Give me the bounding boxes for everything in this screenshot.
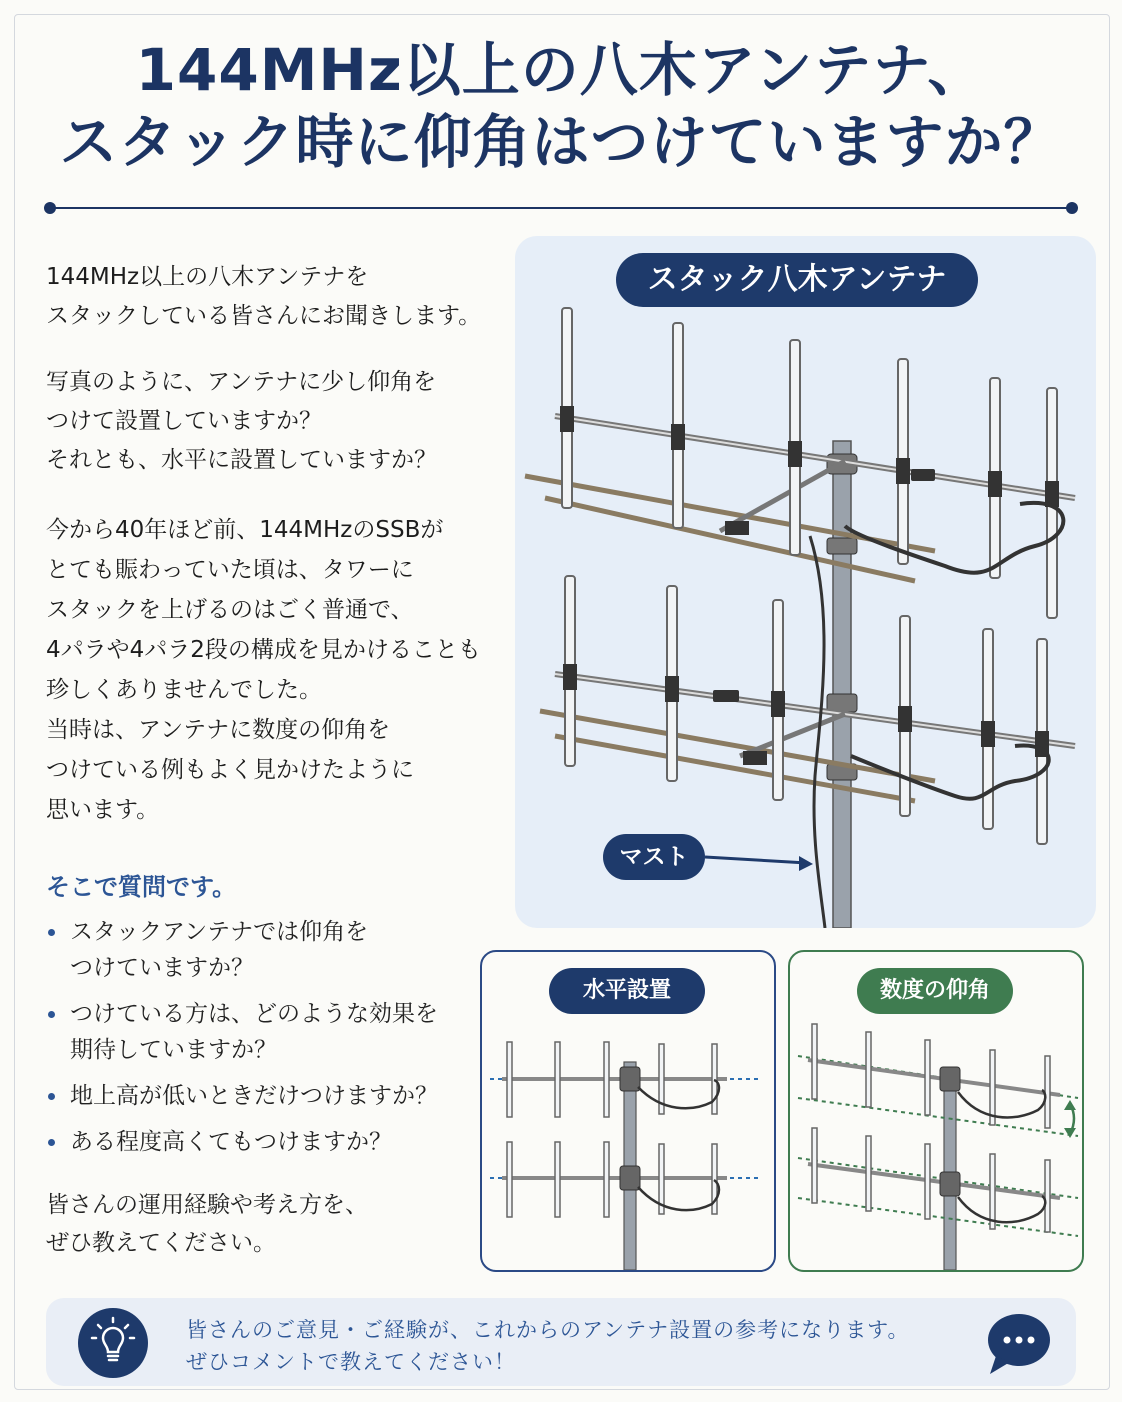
intro-p3-line: とても賑わっていた頃は、タワーに	[46, 557, 414, 583]
question-line: ある程度高くてもつけますか？	[70, 1129, 392, 1155]
question-heading: そこで質問です。	[46, 873, 237, 901]
lightbulb-icon	[78, 1308, 148, 1378]
stack-yagi-illustration	[515, 236, 1096, 928]
intro-p2-line: それとも、水平に設置していますか？	[46, 447, 437, 473]
title-line-2: スタック時に仰角はつけていますか？	[59, 108, 1063, 176]
intro-p3-line: 珍しくありませんでした。	[46, 677, 322, 703]
question-line: 地上高が低いときだけつけますか？	[70, 1083, 438, 1109]
intro-p3-line: つけている例もよく見かけたように	[46, 757, 414, 783]
elevation-angle-panel	[788, 950, 1084, 1272]
footer-line-1: 皆さんのご意見・ご経験が、これからのアンテナ設置の参考になります。	[186, 1318, 910, 1342]
chat-bubble-icon	[986, 1310, 1052, 1376]
closing-text	[46, 1186, 368, 1262]
title-divider	[50, 207, 1072, 209]
intro-p3-line: 思います。	[46, 797, 160, 823]
question-line: つけていますか？	[70, 955, 254, 981]
divider-dot-right	[1066, 202, 1078, 214]
question-list	[46, 914, 438, 1170]
page-title	[0, 34, 1122, 178]
main-illustration-label: スタック八木アンテナ	[616, 253, 978, 307]
intro-paragraph-2	[46, 363, 437, 480]
mast-label: マスト	[603, 834, 705, 880]
title-line-1: 144MHz以上の八木アンテナ、	[135, 36, 987, 104]
footer-message	[186, 1314, 909, 1378]
question-item	[46, 996, 438, 1068]
question-line: 期待していますか？	[70, 1037, 277, 1063]
closing-line: 皆さんの運用経験や考え方を、	[46, 1192, 368, 1218]
footer-line-2: ぜひコメントで教えてください！	[186, 1350, 516, 1374]
question-line: スタックアンテナでは仰角を	[70, 919, 369, 945]
question-item	[46, 914, 438, 986]
question-item	[46, 1078, 438, 1114]
intro-paragraph-3	[46, 510, 481, 830]
horizontal-install-panel	[480, 950, 776, 1272]
closing-line: ぜひ教えてください。	[46, 1230, 276, 1256]
intro-p3-line: 当時は、アンテナに数度の仰角を	[46, 717, 391, 743]
mast-icon	[833, 441, 851, 928]
intro-p3-line: スタックを上げるのはごく普通で、	[46, 597, 414, 623]
stack-yagi-drawing	[515, 236, 1096, 928]
intro-p3-line: 4パラや4パラ2段の構成を見かけることも	[46, 637, 481, 663]
intro-p2-line: つけて設置していますか？	[46, 408, 322, 434]
intro-paragraph-1	[46, 258, 481, 336]
intro-p2-line: 写真のように、アンテナに少し仰角を	[46, 369, 437, 395]
elevation-angle-label: 数度の仰角	[857, 968, 1013, 1014]
footer-banner	[46, 1298, 1076, 1386]
intro-p1-line: スタックしている皆さんにお聞きします。	[46, 303, 482, 329]
question-line: つけている方は、どのような効果を	[70, 1001, 438, 1027]
question-item	[46, 1124, 438, 1160]
horizontal-install-label: 水平設置	[549, 968, 705, 1014]
intro-p3-line: 今から40年ほど前、144MHzのSSBが	[46, 517, 444, 543]
intro-p1-line: 144MHz以上の八木アンテナを	[46, 264, 369, 290]
